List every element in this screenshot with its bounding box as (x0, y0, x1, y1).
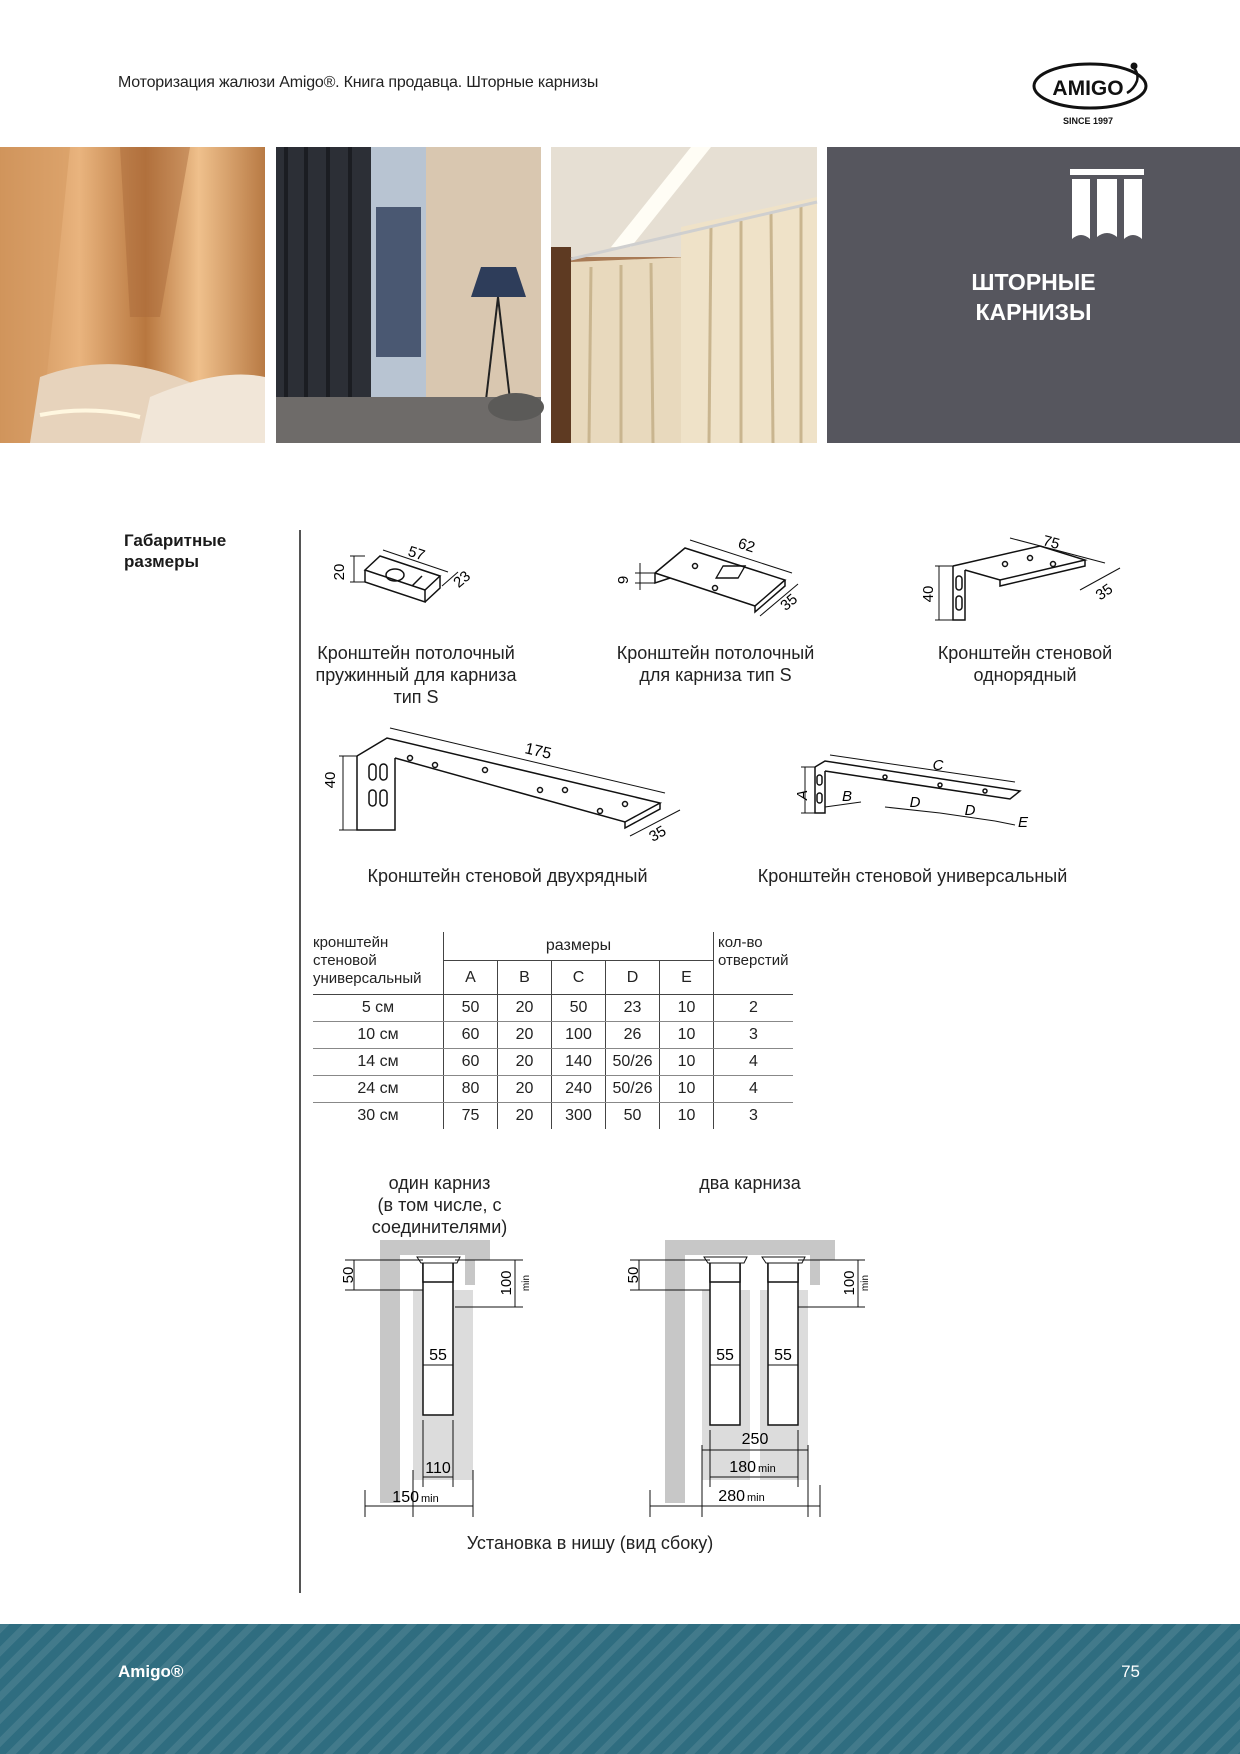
svg-text:9: 9 (615, 575, 632, 585)
table-group-header: размеры (444, 932, 714, 961)
table-holes-header: кол-во отверстий (714, 932, 794, 995)
table-cell: 80 (444, 1076, 498, 1103)
section-label: Габаритные размеры (124, 531, 227, 571)
table-cell: 10 (660, 995, 714, 1022)
table-cell: 10 (660, 1022, 714, 1049)
svg-text:D: D (909, 794, 921, 811)
svg-text:280: 280 (718, 1488, 745, 1505)
table-col-header: B (498, 961, 552, 995)
table-cell: 100 (552, 1022, 606, 1049)
install-one-rail-diagram (340, 1235, 535, 1515)
svg-text:175: 175 (523, 740, 553, 763)
section-banner (827, 147, 1240, 443)
table-cell: 140 (552, 1049, 606, 1076)
table-cell: 20 (498, 1076, 552, 1103)
table-cell: 75 (444, 1103, 498, 1130)
page-footer (0, 1624, 1240, 1754)
install-two-caption: два карниза (699, 1173, 801, 1193)
document-header-title: Моторизация жалюзи Amigo®. Книга продавца. Шторные карнизы (118, 74, 599, 91)
table-row-label: 30 см (357, 1107, 399, 1124)
table-row (313, 1022, 793, 1049)
bracket-caption-4: Кронштейн стеновой двухрядный (367, 866, 648, 886)
table-corner-label: кронштейн стеновой универсальный (313, 932, 444, 995)
install-two-rail-diagram (625, 1235, 871, 1515)
table-col-header: D (606, 961, 660, 995)
svg-text:100: 100 (498, 1270, 515, 1296)
table-holes-cell: 3 (714, 1022, 794, 1049)
svg-text:E: E (1017, 814, 1029, 831)
svg-text:35: 35 (777, 590, 801, 615)
svg-text:40: 40 (322, 771, 339, 789)
svg-text:40: 40 (920, 585, 937, 603)
svg-text:SINCE 1997: SINCE 1997 (1062, 116, 1114, 126)
bracket-ceiling-spring-drawing (320, 528, 510, 628)
page-number: 75 (1121, 1662, 1140, 1681)
svg-text:min: min (747, 1492, 765, 1504)
table-cell: 20 (498, 995, 552, 1022)
table-row (313, 1049, 793, 1076)
svg-text:C: C (932, 757, 944, 774)
svg-text:50: 50 (340, 1266, 357, 1284)
table-cell: 50 (606, 1103, 660, 1130)
table-cell: 60 (444, 1049, 498, 1076)
amigo-logo (1030, 58, 1156, 130)
table-col-header: A (444, 961, 498, 995)
table-cell: 10 (660, 1049, 714, 1076)
table-cell: 10 (660, 1076, 714, 1103)
bracket-caption-2: Кронштейн потолочный для карниза тип S (616, 643, 815, 685)
photo-beige-curtain-room (551, 147, 817, 443)
svg-text:35: 35 (646, 822, 670, 846)
svg-text:50: 50 (625, 1266, 642, 1284)
svg-text:35: 35 (1092, 580, 1117, 605)
bracket-wall-universal-drawing (795, 745, 1040, 840)
table-cell: 26 (606, 1022, 660, 1049)
table-row (313, 1103, 793, 1130)
footer-brand: Amigo® (118, 1662, 184, 1681)
installation-caption: Установка в нишу (вид сбоку) (466, 1533, 714, 1553)
svg-text:150: 150 (392, 1489, 419, 1506)
table-col-header: C (552, 961, 606, 995)
photo-dark-curtain-window (276, 147, 541, 443)
table-cell: 50 (444, 995, 498, 1022)
svg-text:min: min (860, 1274, 871, 1292)
table-cell: 300 (552, 1103, 606, 1130)
install-one-caption: один карниз (в том числе, с соединителями) (371, 1173, 508, 1237)
table-cell: 50/26 (606, 1049, 660, 1076)
svg-text:B: B (841, 788, 853, 805)
svg-text:100: 100 (841, 1270, 858, 1296)
svg-text:23: 23 (450, 567, 474, 592)
table-holes-cell: 4 (714, 1049, 794, 1076)
table-row (313, 995, 793, 1022)
svg-text:55: 55 (716, 1347, 734, 1364)
table-cell: 10 (660, 1103, 714, 1130)
svg-text:55: 55 (774, 1347, 792, 1364)
svg-text:110: 110 (425, 1460, 451, 1477)
table-row-label: 5 см (313, 995, 444, 1022)
svg-text:57: 57 (405, 543, 427, 565)
svg-text:A: A (794, 789, 811, 801)
table-holes-cell: 2 (714, 995, 794, 1022)
table-col-header: E (660, 961, 714, 995)
banner-title: ШТОРНЫЕ КАРНИЗЫ (971, 269, 1096, 325)
bracket-caption-5: Кронштейн стеновой универсальный (757, 866, 1068, 886)
svg-text:min: min (421, 1493, 439, 1505)
svg-text:AMIGO: AMIGO (1052, 77, 1124, 100)
svg-text:250: 250 (741, 1431, 769, 1448)
bracket-caption-3: Кронштейн стеновой однорядный (937, 643, 1113, 685)
svg-text:55: 55 (429, 1347, 447, 1364)
universal-bracket-table (313, 932, 793, 1129)
table-row-label: 14 см (313, 1049, 444, 1076)
bracket-wall-double-drawing (322, 718, 695, 848)
curtain-icon (1070, 169, 1144, 241)
bracket-caption-1: Кронштейн потолочный пружинный для карниза тип S (315, 643, 517, 707)
table-cell: 50/26 (606, 1076, 660, 1103)
table-holes-cell: 3 (749, 1107, 758, 1124)
svg-text:180: 180 (729, 1459, 756, 1476)
svg-text:min: min (521, 1274, 532, 1292)
svg-text:75: 75 (1040, 532, 1062, 554)
table-row (313, 1076, 793, 1103)
svg-text:20: 20 (331, 563, 348, 581)
table-cell: 60 (444, 1022, 498, 1049)
table-cell: 20 (498, 1022, 552, 1049)
svg-text:min: min (758, 1463, 776, 1475)
table-holes-cell: 4 (714, 1076, 794, 1103)
photo-curtain-closeup (0, 147, 265, 443)
table-cell: 240 (552, 1076, 606, 1103)
table-cell: 20 (498, 1049, 552, 1076)
bracket-wall-single-drawing (915, 528, 1135, 638)
table-row-label: 10 см (313, 1022, 444, 1049)
table-row-label: 24 см (313, 1076, 444, 1103)
bracket-ceiling-s-drawing (610, 528, 830, 628)
svg-text:62: 62 (735, 535, 757, 557)
svg-text:D: D (964, 802, 976, 819)
table-cell: 50 (552, 995, 606, 1022)
table-cell: 20 (498, 1103, 552, 1130)
table-cell: 23 (606, 995, 660, 1022)
